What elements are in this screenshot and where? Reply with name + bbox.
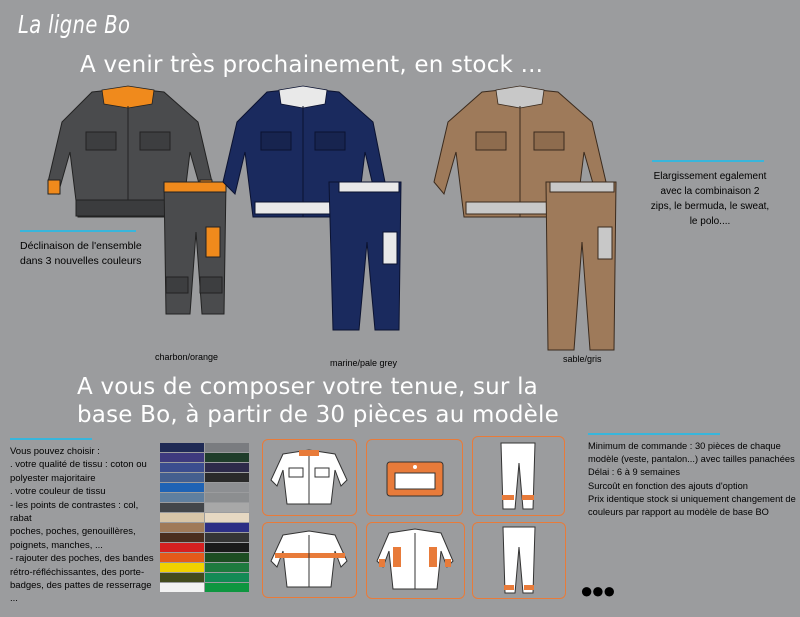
option-panel-trouser-pockets[interactable] — [472, 522, 566, 599]
headline-top: A venir très prochainement, en stock ... — [80, 52, 544, 78]
swatch-left[interactable] — [160, 453, 204, 462]
outfit-marine-pale-grey — [205, 82, 415, 362]
option-panel-reflective-bands[interactable] — [262, 522, 357, 598]
option-panel-jacket-contrast[interactable] — [262, 439, 357, 516]
swatch-right[interactable] — [205, 473, 249, 482]
headline-bottom-line-1: A vous de composer votre tenue, sur la — [77, 374, 538, 400]
outfit-caption-sable: sable/gris — [563, 354, 602, 364]
page-title: La ligne Bo — [18, 10, 131, 39]
outfit-sable-gris — [420, 82, 640, 352]
swatch-left[interactable] — [160, 563, 204, 572]
swatch-right[interactable] — [205, 533, 249, 542]
option-panel-badge-holder[interactable] — [366, 439, 463, 516]
order-info — [588, 440, 798, 519]
swatch-right[interactable] — [205, 503, 249, 512]
swatch-right[interactable] — [205, 493, 249, 502]
swatch-right[interactable] — [205, 513, 249, 522]
option-panel-trouser-straps[interactable] — [472, 436, 565, 516]
option-panel-elbow-knee[interactable] — [366, 522, 465, 599]
trouser-straps-icon — [473, 437, 564, 515]
swatch-left[interactable] — [160, 493, 204, 502]
jacket-contrast-icon — [263, 440, 356, 515]
choices-title: Vous pouvez choisir : — [10, 446, 100, 457]
choice-line: poches, poches, genouillères, — [10, 526, 136, 538]
badge-holder-icon — [367, 440, 462, 515]
reflective-bands-icon — [263, 523, 356, 597]
swatch-right[interactable] — [205, 523, 249, 532]
order-info-line: Minimum de commande : 30 pièces de chaque — [588, 441, 781, 451]
swatch-left[interactable] — [160, 503, 204, 512]
order-info-line: Délai : 6 à 9 semaines — [588, 467, 680, 478]
swatch-right[interactable] — [205, 543, 249, 552]
left-note-line-1: Déclinaison de l'ensemble — [20, 240, 142, 252]
more-options-indicator: ●●● — [580, 578, 614, 603]
choice-line: . votre couleur de tissu — [10, 486, 106, 498]
choice-line: - les points de contrastes : col, rabat — [10, 499, 139, 525]
right-note-line-4: le polo.... — [689, 216, 731, 227]
left-note-line-2: dans 3 nouvelles couleurs — [20, 255, 142, 267]
choice-line: rétro-réfléchissantes, des porte- — [10, 566, 145, 578]
swatch-right[interactable] — [205, 443, 249, 452]
choice-line: - rajouter des poches, des bandes — [10, 553, 154, 565]
swatch-left[interactable] — [160, 483, 204, 492]
choice-line: . votre qualité de tissu : coton ou — [10, 459, 147, 471]
order-info-line: modèle (veste, pantalon...) avec tailles panachées — [588, 454, 795, 465]
choice-line: polyester majoritaire — [10, 472, 96, 484]
swatch-right[interactable] — [205, 453, 249, 462]
order-info-line: Prix identique stock si uniquement changement de — [588, 493, 796, 504]
right-note-line-1: Elargissement egalement — [653, 171, 767, 182]
right-note — [640, 169, 780, 229]
swatch-right[interactable] — [205, 553, 249, 562]
swatch-right[interactable] — [205, 483, 249, 492]
swatch-right[interactable] — [205, 563, 249, 572]
swatch-left[interactable] — [160, 523, 204, 532]
choice-line: poignets, manches, ... — [10, 539, 103, 551]
trousers — [329, 182, 401, 330]
choice-line: badges, des pattes de resserrage ... — [10, 580, 152, 605]
swatch-left[interactable] — [160, 443, 204, 452]
swatch-left[interactable] — [160, 463, 204, 472]
trouser-pockets-icon — [473, 523, 565, 598]
order-info-rule — [588, 433, 720, 435]
swatch-left[interactable] — [160, 533, 204, 542]
right-note-line-2: avec la combinaison 2 — [660, 186, 760, 197]
swatch-right[interactable] — [205, 463, 249, 472]
swatch-right[interactable] — [205, 583, 249, 592]
order-info-line: couleurs par rapport au modèle de base BO — [588, 507, 769, 518]
headline-bottom-line-2: base Bo, à partir de 30 pièces au modèle — [77, 402, 559, 428]
swatch-left[interactable] — [160, 473, 204, 482]
swatch-left[interactable] — [160, 583, 204, 592]
swatch-left[interactable] — [160, 553, 204, 562]
order-info-line: Surcoût en fonction des ajouts d'option — [588, 480, 748, 491]
trousers — [546, 182, 616, 350]
choices-rule — [10, 438, 92, 440]
right-note-line-3: zips, le bermuda, le sweat, — [650, 201, 770, 212]
outfit-caption-charbon: charbon/orange — [155, 352, 219, 362]
right-note-rule — [652, 160, 764, 162]
outfit-caption-marine: marine/pale grey — [330, 358, 398, 368]
elbow-knee-icon — [367, 523, 464, 598]
swatch-left[interactable] — [160, 573, 204, 582]
headline-bottom — [77, 373, 559, 429]
choices-block — [10, 445, 160, 606]
swatch-left[interactable] — [160, 543, 204, 552]
swatch-right[interactable] — [205, 573, 249, 582]
swatch-left[interactable] — [160, 513, 204, 522]
fabric-color-swatches — [160, 443, 250, 593]
